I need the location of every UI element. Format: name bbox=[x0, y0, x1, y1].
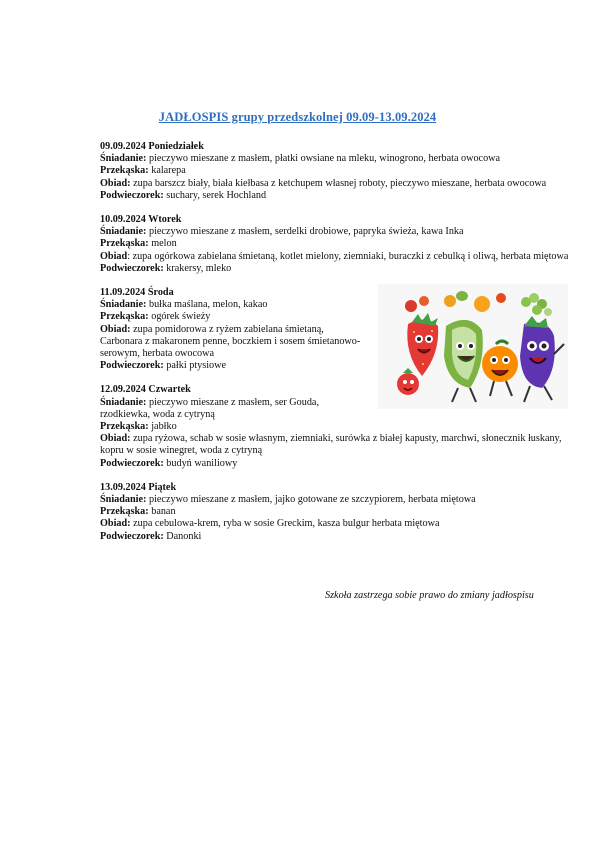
breakfast-line bbox=[100, 397, 368, 421]
lunch-text: zupa ryżowa, schab w sosie własnym, ziemniaki, surówka z białej kapusty, marchwi, słonecznik łuskany, kopru w sosie winegret, woda z cytryną bbox=[100, 433, 562, 457]
breakfast-label: Śniadanie: bbox=[100, 494, 147, 506]
day-heading: 12.09.2024 Czwartek bbox=[100, 384, 191, 396]
tea-text: krakersy, mleko bbox=[163, 262, 232, 274]
day-heading: 09.09.2024 Poniedziałek bbox=[100, 141, 204, 152]
tea-label: Podwieczorek: bbox=[100, 530, 164, 542]
breakfast-text: pieczywo mieszane z masłem, ser Gouda, rzodkiewka, woda z cytryną bbox=[100, 396, 319, 420]
snack-label: Przekąska: bbox=[100, 238, 149, 250]
lunch-text: : zupa ogórkowa zabielana śmietaną, kotlet mielony, ziemniaki, buraczki z cebulką i oliwą, herbata miętowa bbox=[127, 250, 569, 262]
snack-text: ogórek świeży bbox=[148, 311, 211, 323]
snack-line bbox=[100, 165, 570, 177]
breakfast-text: pieczywo mieszane z masłem, serdelki drobiowe, papryka świeża, kawa Inka bbox=[146, 226, 464, 238]
snack-label: Przekąska: bbox=[100, 165, 149, 177]
breakfast-label: Śniadanie: bbox=[100, 226, 147, 238]
tea-text: pałki ptysiowe bbox=[163, 360, 226, 372]
snack-label: Przekąska: bbox=[100, 506, 149, 518]
tea-text: budyń waniliowy bbox=[163, 457, 238, 469]
snack-text: jabłko bbox=[148, 421, 177, 433]
lunch-line bbox=[100, 324, 368, 361]
lunch-line bbox=[100, 433, 570, 457]
lunch-label: Obiad: bbox=[100, 177, 131, 189]
breakfast-text: pieczywo mieszane z masłem, płatki owsiane na mleku, winogrono, herbata owocowa bbox=[146, 153, 501, 165]
day-block bbox=[100, 482, 570, 543]
breakfast-label: Śniadanie: bbox=[100, 153, 147, 165]
snack-text: melon bbox=[148, 238, 177, 250]
tea-line bbox=[100, 190, 570, 202]
snack-label: Przekąska: bbox=[100, 311, 149, 323]
breakfast-label: Śniadanie: bbox=[100, 396, 147, 408]
snack-line bbox=[100, 421, 570, 433]
fruit-characters-image bbox=[378, 284, 568, 409]
lunch-text: zupa cebulowa-krem, ryba w sosie Greckim, kasza bulgur herbata miętowa bbox=[130, 518, 440, 530]
day-block bbox=[100, 214, 570, 275]
snack-line bbox=[100, 238, 570, 250]
lunch-line bbox=[100, 251, 570, 263]
lunch-text: zupa pomidorowa z ryżem zabielana śmietaną, Carbonara z makaronem penne, boczkiem i sosem śmietanowo-serowym, herbata owocowa bbox=[100, 323, 361, 360]
day-heading: 10.09.2024 Wtorek bbox=[100, 214, 182, 226]
disclaimer-note: Szkoła zastrzega sobie prawo do zmiany jadłospisu bbox=[325, 590, 534, 601]
lunch-line bbox=[100, 518, 570, 530]
tea-line bbox=[100, 531, 570, 543]
tea-line bbox=[100, 458, 570, 470]
tea-label: Podwieczorek: bbox=[100, 457, 164, 469]
breakfast-line bbox=[100, 494, 570, 506]
snack-text: banan bbox=[148, 506, 176, 518]
page-title: JADŁOSPIS grupy przedszkolnej 09.09-13.09.2024 bbox=[158, 110, 437, 124]
snack-label: Przekąska: bbox=[100, 421, 149, 433]
day-heading: 11.09.2024 Środa bbox=[100, 287, 174, 299]
breakfast-text: pieczywo mieszane z masłem, jajko gotowane ze szczypiorem, herbata miętowa bbox=[146, 494, 476, 506]
lunch-text: zupa barszcz biały, biała kiełbasa z ketchupem własnej roboty, pieczywo mieszane, herbata owocowa bbox=[130, 177, 547, 189]
tea-label: Podwieczorek: bbox=[100, 262, 164, 274]
fruit-vegetables-illustration bbox=[378, 284, 568, 409]
tea-line bbox=[100, 263, 570, 275]
tea-label: Podwieczorek: bbox=[100, 189, 164, 201]
lunch-label: Obiad: bbox=[100, 433, 131, 445]
snack-text: kalarepa bbox=[148, 165, 186, 177]
snack-line bbox=[100, 506, 570, 518]
breakfast-line bbox=[100, 153, 570, 165]
breakfast-line bbox=[100, 226, 570, 238]
breakfast-label: Śniadanie: bbox=[100, 299, 147, 311]
tea-text: Danonki bbox=[163, 530, 202, 542]
lunch-label: Obiad: bbox=[100, 323, 131, 335]
lunch-label: Obiad: bbox=[100, 518, 131, 530]
lunch-label: Obiad bbox=[100, 250, 128, 262]
breakfast-text: bułka maślana, melon, kakao bbox=[146, 299, 268, 311]
lunch-line bbox=[100, 178, 570, 190]
day-heading: 13.09.2024 Piątek bbox=[100, 481, 177, 493]
day-block bbox=[100, 141, 570, 202]
tea-label: Podwieczorek: bbox=[100, 360, 164, 372]
tea-text: suchary, serek Hochland bbox=[163, 189, 267, 201]
